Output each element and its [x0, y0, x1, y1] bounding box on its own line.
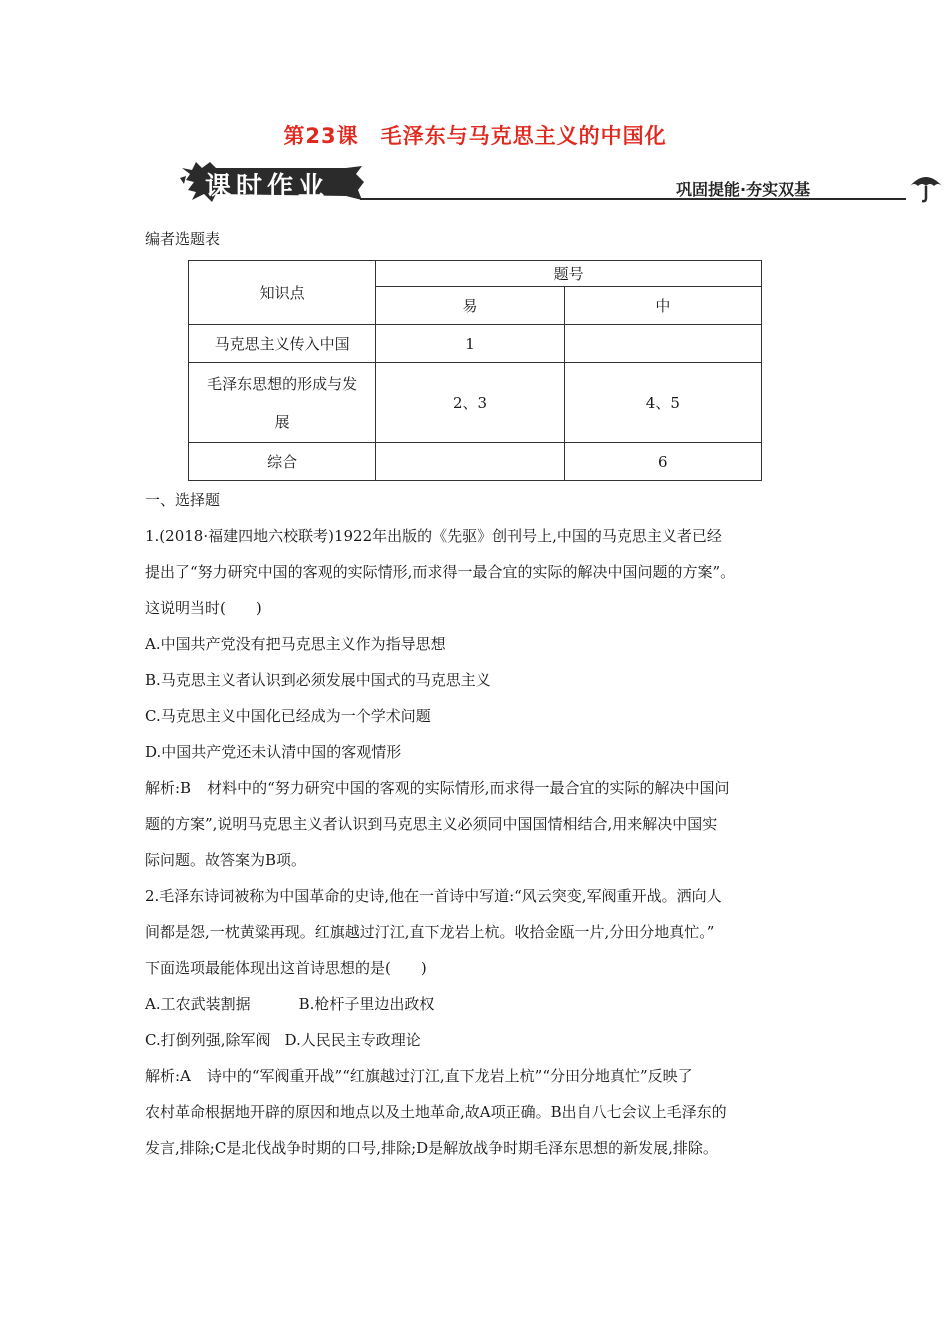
- q1-option-b: B.马克思主义者认识到必须发展中国式的马克思主义: [145, 671, 491, 689]
- q1-analysis-prefix: 解析:B: [145, 779, 192, 797]
- table-cell-topic: 马克思主义传入中国: [189, 325, 376, 363]
- table-row: [189, 363, 762, 443]
- q1-line-3: 这说明当时( ): [145, 599, 262, 617]
- question-selection-table: [188, 260, 762, 481]
- q2-options-ab: [145, 986, 815, 1022]
- q2-line-3: 下面选项最能体现出这首诗思想的是( ): [145, 959, 427, 977]
- q2-option-b: B.枪杆子里边出政权: [298, 995, 435, 1013]
- umbrella-icon: [908, 170, 944, 204]
- q1-option-a: A.中国共产党没有把马克思主义作为指导思想: [145, 635, 446, 653]
- q1-analysis-line-1: [145, 770, 815, 806]
- q2-option-a: A.工农武装割据: [145, 995, 251, 1013]
- q1-analysis-text: 材料中的“努力研究中国的客观的实际情形,而求得一最合宜的实际的解决中国问: [207, 779, 730, 797]
- lesson-number: 第23课: [283, 124, 359, 148]
- table-row: [189, 325, 762, 363]
- q2-line-2: 间都是怨,一枕黄粱再现。红旗越过汀江,直下龙岩上杭。收拾金瓯一片,分田分地真忙。”: [145, 923, 715, 941]
- easy-header: 易: [376, 287, 564, 325]
- number-header: 题号: [376, 261, 762, 287]
- topic-line-2: 展: [274, 412, 290, 431]
- section-heading: 一、选择题: [145, 491, 221, 509]
- header-rule: [360, 198, 906, 200]
- table-cell-medium: 6: [564, 443, 761, 481]
- q2-option-c: C.打倒列强,除军阀: [145, 1031, 271, 1049]
- table-cell-easy: 1: [376, 325, 564, 363]
- q2-analysis-prefix: 解析:A: [145, 1067, 191, 1085]
- topic-line-1: 毛泽东思想的形成与发: [207, 374, 358, 393]
- q1-option-c: C.马克思主义中国化已经成为一个学术问题: [145, 707, 431, 725]
- medium-header: 中: [564, 287, 761, 325]
- page-title: [0, 120, 950, 150]
- q2-option-d: D.人民民主专政理论: [284, 1031, 421, 1049]
- table-cell-medium: 4、5: [564, 363, 761, 443]
- table-cell-topic: 综合: [189, 443, 376, 481]
- q1-option-d: D.中国共产党还未认清中国的客观情形: [145, 743, 402, 761]
- table-cell-easy: [376, 443, 564, 481]
- q2-analysis-line-3: 发言,排除;C是北伐战争时期的口号,排除;D是解放战争时期毛泽东思想的新发展,排除。: [145, 1139, 718, 1157]
- table-row: [189, 443, 762, 481]
- table-label: 编者选题表: [145, 230, 221, 248]
- table-cell-topic: [189, 363, 376, 443]
- table-cell-medium: [564, 325, 761, 363]
- q2-analysis-line-2: 农村革命根据地开辟的原因和地点以及土地革命,故A项正确。B出自八七会议上毛泽东的: [145, 1103, 727, 1121]
- q2-line-1: 2.毛泽东诗词被称为中国革命的史诗,他在一首诗中写道:“风云突变,军阀重开战。洒向人: [145, 887, 722, 905]
- q2-options-cd: [145, 1022, 815, 1058]
- lesson-topic: 毛泽东与马克思主义的中国化: [380, 124, 667, 148]
- q2-analysis-line-1: [145, 1058, 815, 1094]
- q1-analysis-line-3: 际问题。故答案为B项。: [145, 851, 307, 869]
- table-cell-easy: 2、3: [376, 363, 564, 443]
- knowledge-header: 知识点: [189, 261, 376, 325]
- questions: [145, 482, 815, 1166]
- q1-analysis-line-2: 题的方案”,说明马克思主义者认识到马克思主义必须同中国国情相结合,用来解决中国实: [145, 815, 718, 833]
- q2-analysis-text: 诗中的“军阀重开战”“红旗越过汀江,直下龙岩上杭”“分田分地真忙”反映了: [206, 1067, 693, 1085]
- q1-line-1: 1.(2018·福建四地六校联考)1922年出版的《先驱》创刊号上,中国的马克思主义者已经: [145, 527, 722, 545]
- banner-label: 课时作业: [205, 172, 330, 202]
- q1-line-2: 提出了“努力研究中国的客观的实际情形,而求得一最合宜的实际的解决中国问题的方案”。: [145, 563, 736, 581]
- banner-subtitle: 巩固提能·夯实双基: [676, 180, 811, 199]
